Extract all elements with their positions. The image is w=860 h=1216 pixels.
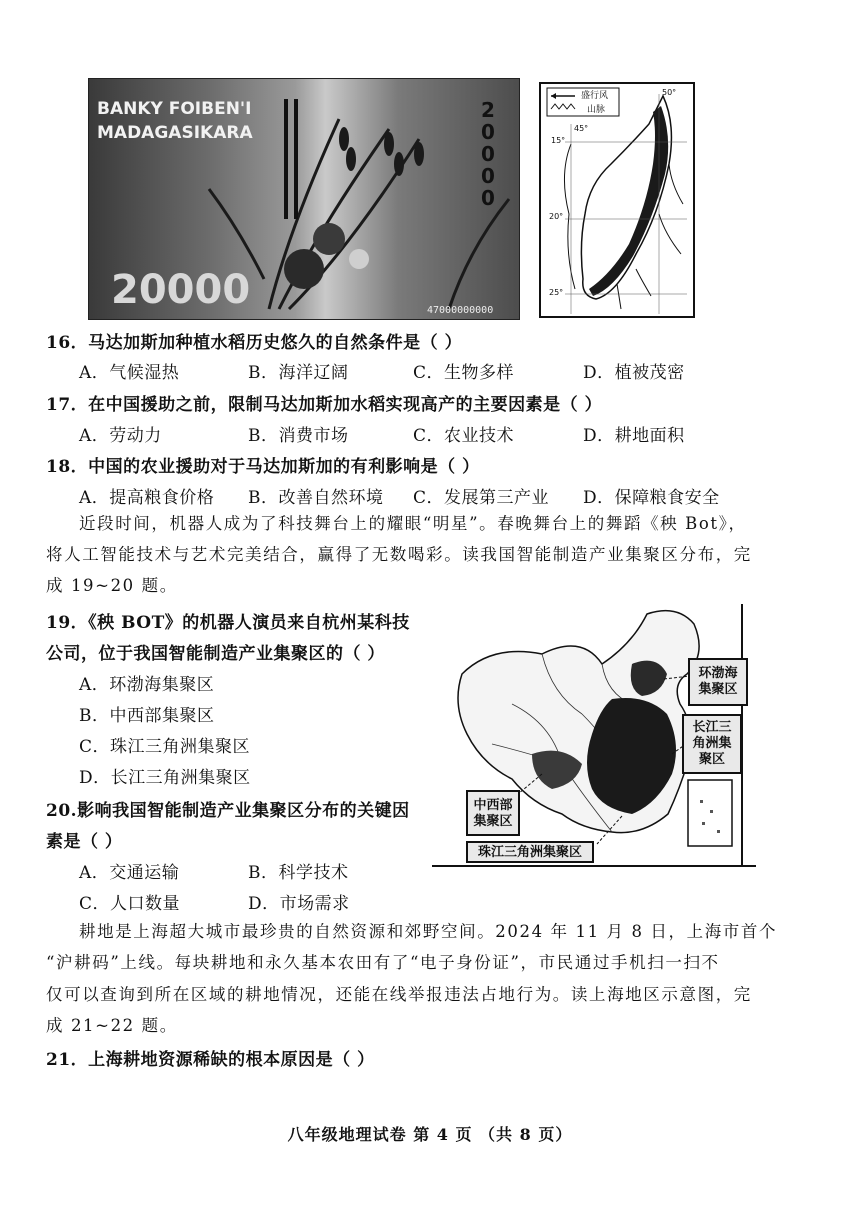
intro-21-22-line-1: 耕地是上海超大城市最珍贵的自然资源和郊野空间。2024 年 11 月 8 日，上海市首个	[79, 922, 778, 941]
legend-wind-label: 盛行风	[581, 91, 609, 101]
q16-option-b[interactable]: B．海洋辽阔	[248, 363, 349, 383]
q18-option-a[interactable]: A．提高粮食价格	[79, 488, 215, 508]
lat-label-25: 25°	[549, 288, 564, 297]
lat-label-15: 15°	[551, 136, 566, 145]
intro-19-20-line-2: 将人工智能技术与艺术完美结合，赢得了无数喝彩。读我国智能制造产业集聚区分布，完	[46, 545, 752, 564]
q17-option-d[interactable]: D．耕地面积	[583, 426, 685, 446]
q19-option-a[interactable]: A．环渤海集聚区	[79, 675, 215, 695]
q19-stem-line-1: 19．《秧 BOT》的机器人演员来自杭州某科技	[46, 613, 410, 633]
q16-option-d[interactable]: D．植被茂密	[583, 363, 685, 383]
intro-21-22-line-4: 成 21~22 题。	[46, 1016, 178, 1035]
q21-stem: 21．上海耕地资源稀缺的根本原因是（ ）	[46, 1050, 375, 1070]
q19-stem-line-2: 公司，位于我国智能制造产业集聚区的（ ）	[46, 644, 385, 664]
banknote-denomination: 20000	[111, 267, 251, 313]
madagascar-map-graphic	[541, 84, 693, 316]
lon-label-50: 50°	[662, 88, 677, 97]
intro-19-20-line-1: 近段时间，机器人成为了科技舞台上的耀眼“明星”。春晚舞台上的舞蹈《秧 Bot》，	[79, 514, 747, 533]
q17-stem: 17．在中国援助之前，限制马达加斯加水稻实现高产的主要因素是（ ）	[46, 395, 603, 415]
intro-21-22-line-2: “沪耕码”上线。每块耕地和永久基本农田有了“电子身份证”，市民通过手机扫一扫不	[46, 953, 720, 972]
banknote-title-1: BANKY FOIBEN'I	[97, 99, 252, 119]
label-zhongxibu-cluster: 中西部集聚区	[466, 790, 520, 836]
page-footer: 八年级地理试卷 第 4 页 （共 8 页）	[287, 1125, 573, 1144]
q19-option-b[interactable]: B．中西部集聚区	[79, 706, 215, 726]
q20-option-d[interactable]: D．市场需求	[248, 894, 350, 914]
q17-option-c[interactable]: C．农业技术	[413, 426, 515, 446]
q20-stem-line-1: 20.影响我国智能制造产业集聚区分布的关键因	[46, 801, 410, 821]
q18-stem: 18．中国的农业援助对于马达加斯加的有利影响是（ ）	[46, 457, 480, 477]
q18-option-c[interactable]: C．发展第三产业	[413, 488, 550, 508]
banknote-serial: 47000000000	[427, 305, 494, 316]
q20-option-c[interactable]: C．人口数量	[79, 894, 181, 914]
banknote-title-2: MADAGASIKARA	[97, 123, 253, 143]
q20-option-b[interactable]: B．科学技术	[248, 863, 349, 883]
lat-label-20: 20°	[549, 212, 564, 221]
label-bohai-cluster: 环渤海集聚区	[688, 658, 748, 706]
intro-19-20-line-3: 成 19~20 题。	[46, 576, 178, 595]
q16-option-c[interactable]: C．生物多样	[413, 363, 515, 383]
madagascar-map	[539, 82, 695, 318]
q18-option-b[interactable]: B．改善自然环境	[248, 488, 384, 508]
legend-mountain-label: 山脉	[587, 105, 606, 115]
label-changjiang-cluster: 长江三角洲集聚区	[682, 714, 742, 774]
q20-stem-line-2: 素是（ ）	[46, 832, 123, 852]
q20-option-a[interactable]: A．交通运输	[79, 863, 180, 883]
banknote-side-number: 20000	[481, 98, 495, 210]
q16-option-a[interactable]: A．气候湿热	[79, 363, 180, 383]
q17-option-a[interactable]: A．劳动力	[79, 426, 162, 446]
q19-option-d[interactable]: D．长江三角洲集聚区	[79, 768, 251, 788]
label-zhujiang-cluster: 珠江三角洲集聚区	[466, 841, 594, 863]
banknote-image	[88, 78, 520, 320]
q16-stem: 16．马达加斯加种植水稻历史悠久的自然条件是（ ）	[46, 333, 463, 353]
china-cluster-map	[432, 604, 756, 868]
intro-21-22-line-3: 仅可以查询到所在区域的耕地情况，还能在线举报违法占地行为。读上海地区示意图，完	[46, 985, 752, 1004]
lon-label-45: 45°	[574, 124, 589, 133]
q17-option-b[interactable]: B．消费市场	[248, 426, 349, 446]
q19-option-c[interactable]: C．珠江三角洲集聚区	[79, 737, 251, 757]
q18-option-d[interactable]: D．保障粮食安全	[583, 488, 720, 508]
